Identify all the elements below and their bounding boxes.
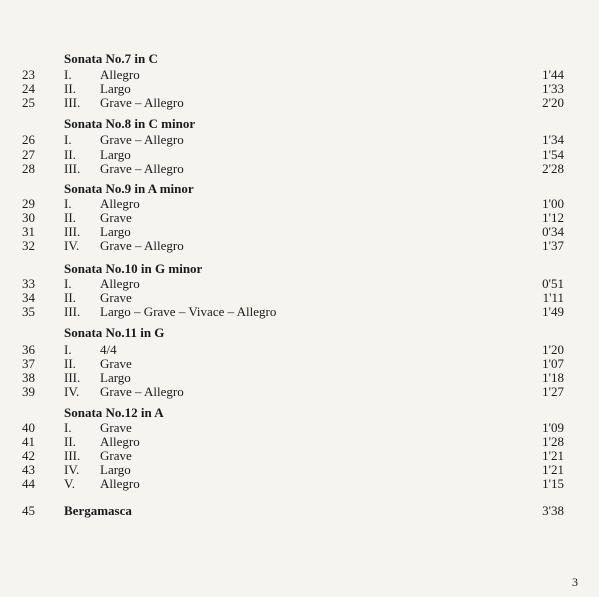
movement-number: II. [64, 147, 76, 162]
track-number: 28 [22, 161, 35, 176]
track-number: 27 [22, 147, 35, 162]
track-number: 29 [22, 196, 35, 211]
movement-title: Largo [100, 370, 131, 385]
track-row [0, 81, 599, 96]
track-number: 32 [22, 238, 35, 253]
movement-number: III. [64, 448, 81, 463]
movement-number: II. [64, 356, 76, 371]
track-duration: 1'21 [542, 462, 564, 477]
track-duration: 1'20 [542, 342, 564, 357]
track-number: 41 [22, 434, 35, 449]
track-number: 36 [22, 342, 35, 357]
track-row [0, 462, 599, 477]
track-number: 45 [22, 503, 35, 518]
movement-title: Largo [100, 81, 131, 96]
track-row [0, 95, 599, 110]
movement-title: Allegro [100, 276, 140, 291]
movement-title: Allegro [100, 476, 140, 491]
track-duration: 0'34 [542, 224, 564, 239]
movement-number: I. [64, 342, 72, 357]
movement-title: Grave – Allegro [100, 161, 184, 176]
movement-title: Allegro [100, 434, 140, 449]
movement-number: III. [64, 161, 81, 176]
track-number: 38 [22, 370, 35, 385]
movement-number: II. [64, 81, 76, 96]
track-duration: 1'21 [542, 448, 564, 463]
movement-title: Allegro [100, 196, 140, 211]
track-number: 31 [22, 224, 35, 239]
track-row [0, 210, 599, 225]
sonata-heading: Sonata No.12 in A [64, 405, 164, 420]
movement-number: I. [64, 276, 72, 291]
track-row [0, 304, 599, 319]
track-duration: 1'34 [542, 132, 564, 147]
track-number: 33 [22, 276, 35, 291]
track-number: 37 [22, 356, 35, 371]
track-row [0, 476, 599, 491]
movement-number: I. [64, 132, 72, 147]
track-row [0, 434, 599, 449]
track-row [0, 276, 599, 291]
track-row [0, 238, 599, 253]
sonata-heading: Sonata No.8 in C minor [64, 116, 196, 131]
movement-title: Grave [100, 290, 132, 305]
movement-title: Grave [100, 210, 132, 225]
movement-number: III. [64, 370, 81, 385]
sonata-heading: Sonata No.10 in G minor [64, 261, 203, 276]
track-row [0, 420, 599, 435]
track-duration: 1'28 [542, 434, 564, 449]
track-number: 42 [22, 448, 35, 463]
movement-number: III. [64, 224, 81, 239]
track-row [0, 161, 599, 176]
track-number: 25 [22, 95, 35, 110]
movement-number: IV. [64, 238, 80, 253]
track-duration: 1'27 [542, 384, 564, 399]
piece-title: Bergamasca [64, 503, 132, 518]
track-duration: 1'54 [542, 147, 564, 162]
track-duration: 1'15 [542, 476, 564, 491]
movement-title: Grave – Allegro [100, 132, 184, 147]
track-number: 35 [22, 304, 35, 319]
track-duration: 1'09 [542, 420, 564, 435]
movement-number: III. [64, 95, 81, 110]
track-number: 26 [22, 132, 35, 147]
track-row [0, 370, 599, 385]
track-row [0, 147, 599, 162]
movement-title: Grave – Allegro [100, 384, 184, 399]
movement-title: Largo [100, 147, 131, 162]
sonata-heading: Sonata No.7 in C [64, 51, 158, 66]
movement-number: I. [64, 196, 72, 211]
movement-number: V. [64, 476, 75, 491]
movement-title: Largo [100, 224, 131, 239]
track-row [0, 196, 599, 211]
movement-number: I. [64, 67, 72, 82]
movement-number: II. [64, 210, 76, 225]
track-duration: 1'12 [542, 210, 564, 225]
track-duration: 1'33 [542, 81, 564, 96]
track-row [0, 132, 599, 147]
track-duration: 1'07 [542, 356, 564, 371]
track-row [0, 356, 599, 371]
track-duration: 1'00 [542, 196, 564, 211]
track-number: 39 [22, 384, 35, 399]
sonata-heading: Sonata No.11 in G [64, 325, 165, 340]
movement-title: Grave [100, 356, 132, 371]
track-duration: 2'28 [542, 161, 564, 176]
track-duration: 3'38 [542, 503, 564, 518]
movement-number: III. [64, 304, 81, 319]
track-duration: 1'11 [542, 290, 564, 305]
track-row [0, 342, 599, 357]
movement-title: 4/4 [100, 342, 117, 357]
movement-title: Allegro [100, 67, 140, 82]
track-duration: 1'44 [542, 67, 564, 82]
movement-title: Grave – Allegro [100, 238, 184, 253]
track-duration: 0'51 [542, 276, 564, 291]
track-row [0, 67, 599, 82]
movement-title: Grave – Allegro [100, 95, 184, 110]
track-duration: 1'37 [542, 238, 564, 253]
movement-title: Largo – Grave – Vivace – Allegro [100, 304, 277, 319]
track-row [0, 290, 599, 305]
track-number: 30 [22, 210, 35, 225]
track-duration: 1'18 [542, 370, 564, 385]
track-number: 40 [22, 420, 35, 435]
track-number: 34 [22, 290, 35, 305]
movement-number: II. [64, 290, 76, 305]
movement-title: Grave [100, 420, 132, 435]
track-number: 24 [22, 81, 35, 96]
movement-number: II. [64, 434, 76, 449]
track-duration: 1'49 [542, 304, 564, 319]
movement-number: I. [64, 420, 72, 435]
movement-title: Largo [100, 462, 131, 477]
track-duration: 2'20 [542, 95, 564, 110]
movement-number: IV. [64, 462, 80, 477]
page-number: 3 [572, 575, 578, 589]
movement-title: Grave [100, 448, 132, 463]
track-number: 23 [22, 67, 35, 82]
track-row-bergamasca [0, 503, 599, 518]
track-number: 44 [22, 476, 35, 491]
track-row [0, 448, 599, 463]
track-row [0, 384, 599, 399]
track-row [0, 224, 599, 239]
movement-number: IV. [64, 384, 80, 399]
track-number: 43 [22, 462, 35, 477]
sonata-heading: Sonata No.9 in A minor [64, 181, 194, 196]
